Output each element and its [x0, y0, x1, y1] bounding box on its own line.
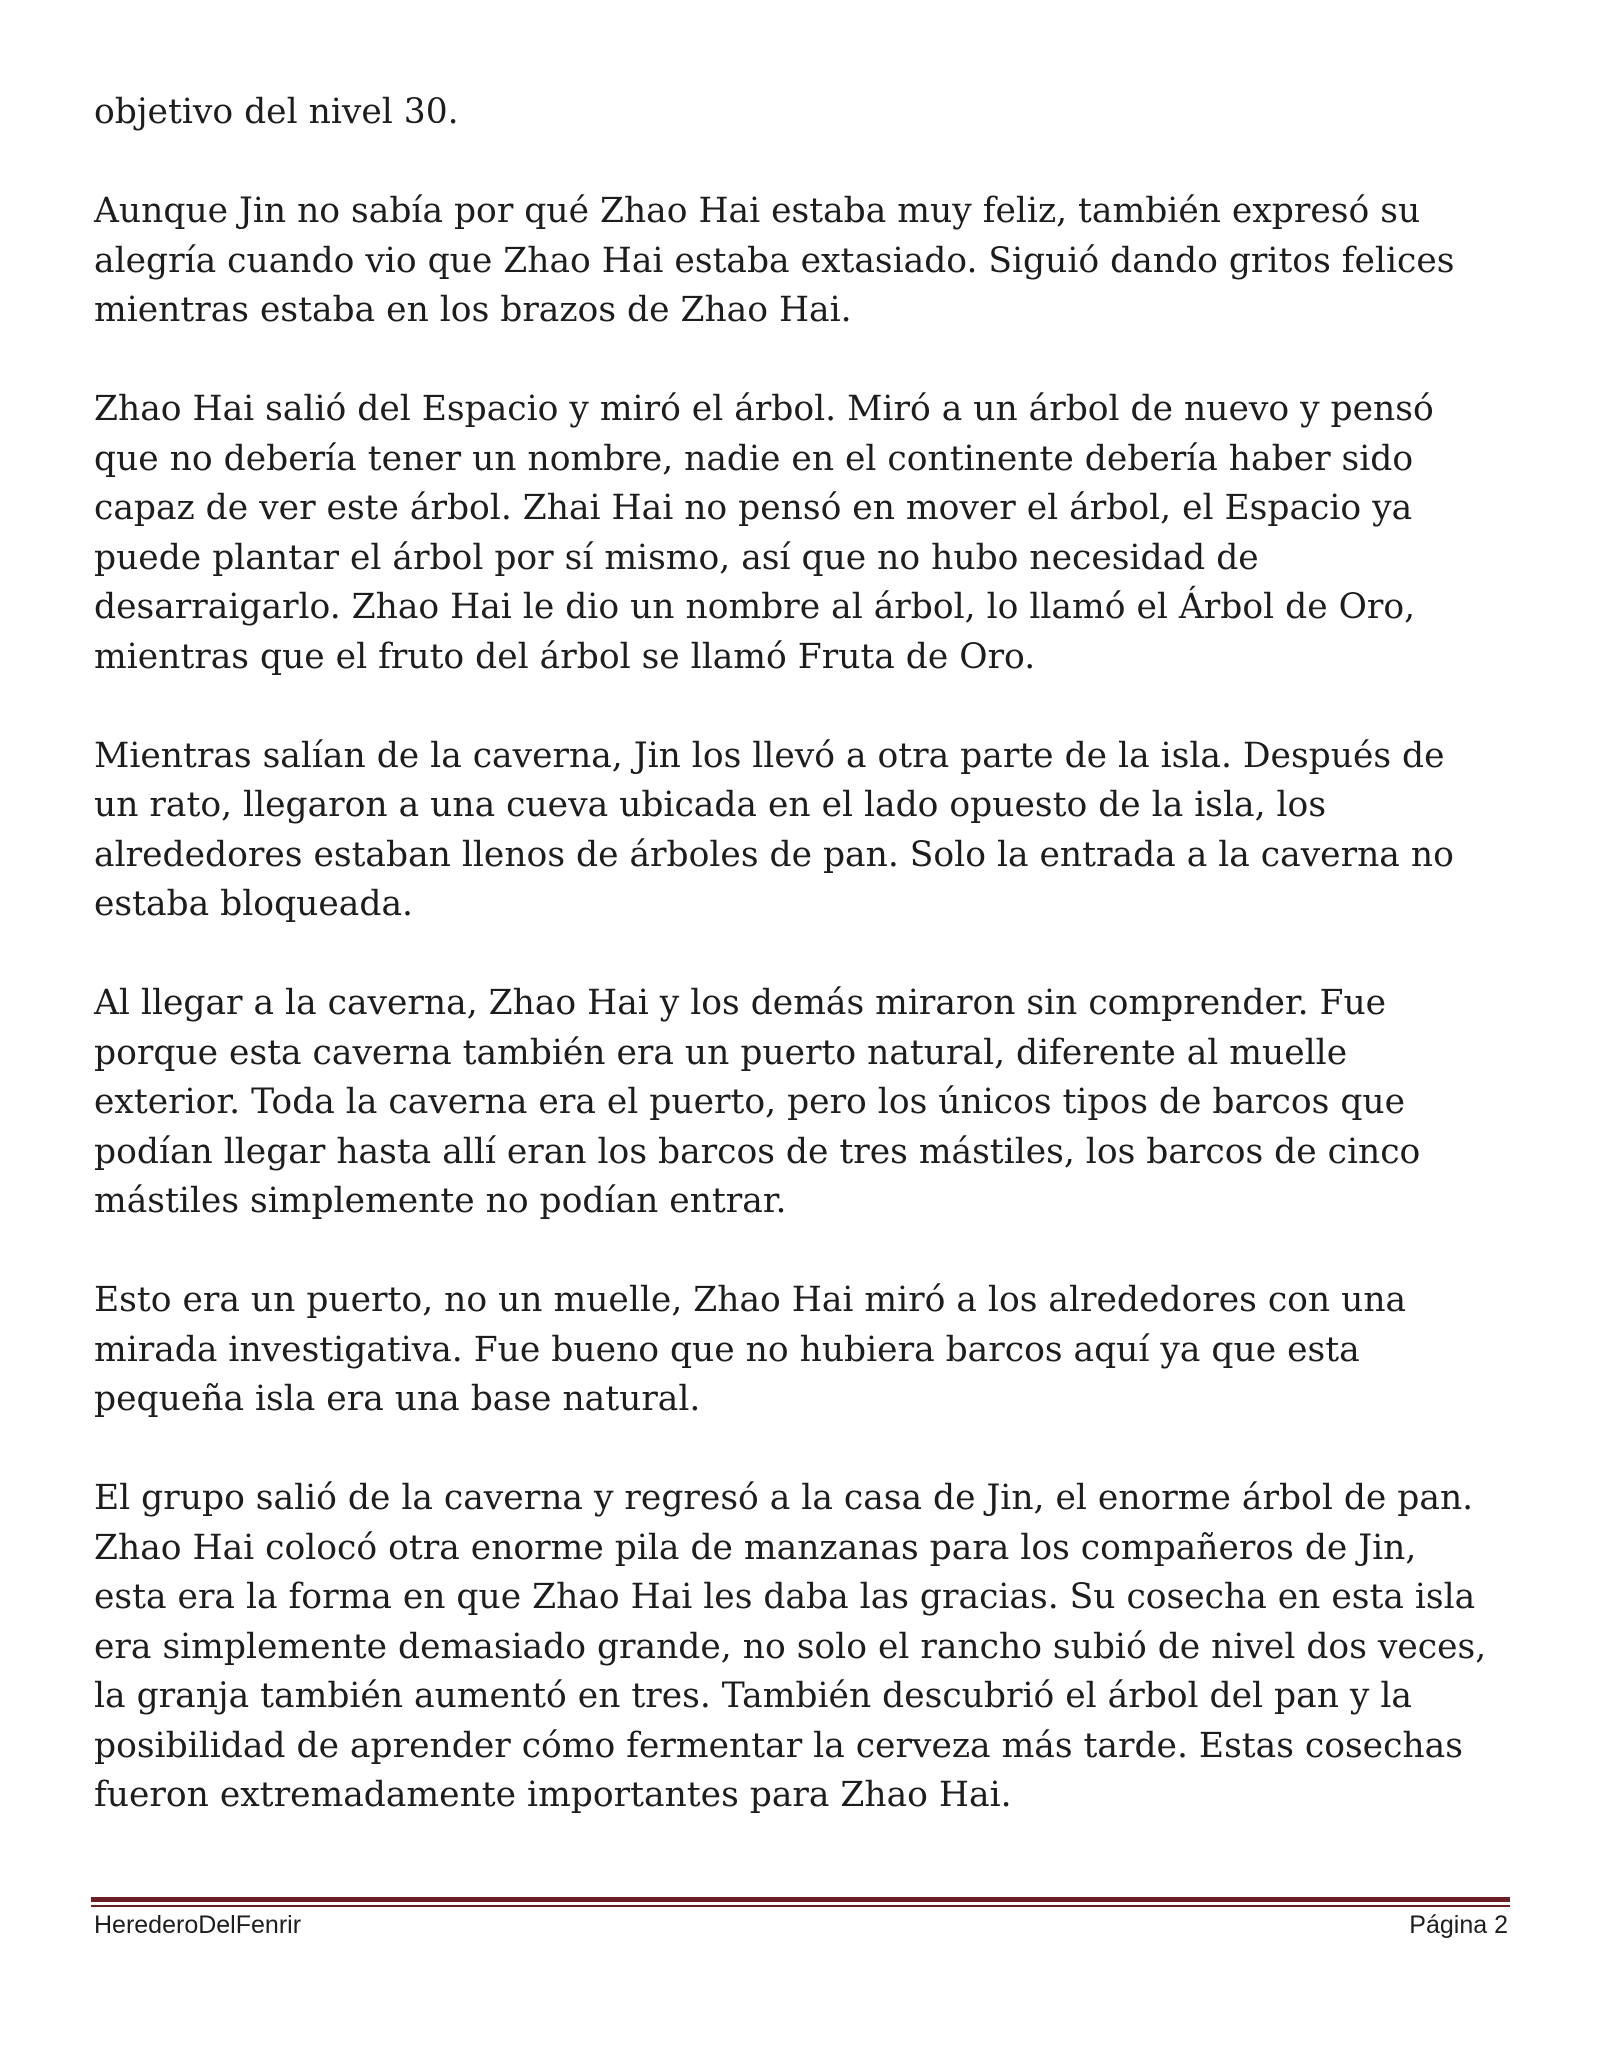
page-number: Página 2 [1409, 1911, 1508, 1939]
paragraph-5: Al llegar a la caverna, Zhao Hai y los demás miraron sin comprender. Fue porque esta caverna también era un puerto natural, diferente al muelle exterior. Toda la caverna era el puerto, pero los únicos tipos de barcos que podían llegar hasta allí eran los barcos de tres mástiles, los barcos de cinco mástiles simplemente no podían entrar. [94, 983, 1421, 1221]
body-text [94, 88, 1524, 1870]
paragraph-2: Aunque Jin no sabía por qué Zhao Hai estaba muy feliz, también expresó su alegría cuando vio que Zhao Hai estaba extasiado. Siguió dando gritos felices mientras estaba en los brazos de Zhao Hai. [94, 191, 1455, 330]
footer-author: HerederoDelFenrir [94, 1911, 302, 1939]
paragraph-6: Esto era un puerto, no un muelle, Zhao Hai miró a los alrededores con una mirada investigativa. Fue bueno que no hubiera barcos aquí ya que esta pequeña isla era una base natural. [94, 1280, 1407, 1419]
footer-divider [91, 1897, 1510, 1907]
paragraph-7: El grupo salió de la caverna y regresó a la casa de Jin, el enorme árbol de pan. Zhao Hai colocó otra enorme pila de manzanas para los compañeros de Jin, esta era la forma en que Zhao Hai les daba las gracias. Su cosecha en esta isla era simplemente demasiado grande, no solo el rancho subió de nivel dos veces, la granja también aumentó en tres. También descubrió el árbol del pan y la posibilidad de aprender cómo fermentar la cerveza más tarde. Estas cosechas fueron extremadamente importantes para Zhao Hai. [94, 1478, 1487, 1815]
paragraph-4: Mientras salían de la caverna, Jin los llevó a otra parte de la isla. Después de un rato, llegaron a una cueva ubicada en el lado opuesto de la isla, los alrededores estaban llenos de árboles de pan. Solo la entrada a la caverna no estaba bloqueada. [94, 735, 1454, 924]
paragraph-3: Zhao Hai salió del Espacio y miró el árbol. Miró a un árbol de nuevo y pensó que no debería tener un nombre, nadie en el continente debería haber sido capaz de ver este árbol. Zhai Hai no pensó en mover el árbol, el Espacio ya puede plantar el árbol por sí mismo, así que no hubo necesidad de desarraigarlo. Zhao Hai le dio un nombre al árbol, lo llamó el Árbol de Oro, mientras que el fruto del árbol se llamó Fruta de Oro. [94, 389, 1434, 677]
footer-divider-thin [91, 1905, 1510, 1907]
paragraph-1: objetivo del nivel 30. [94, 92, 459, 132]
footer-divider-thick [91, 1897, 1510, 1902]
